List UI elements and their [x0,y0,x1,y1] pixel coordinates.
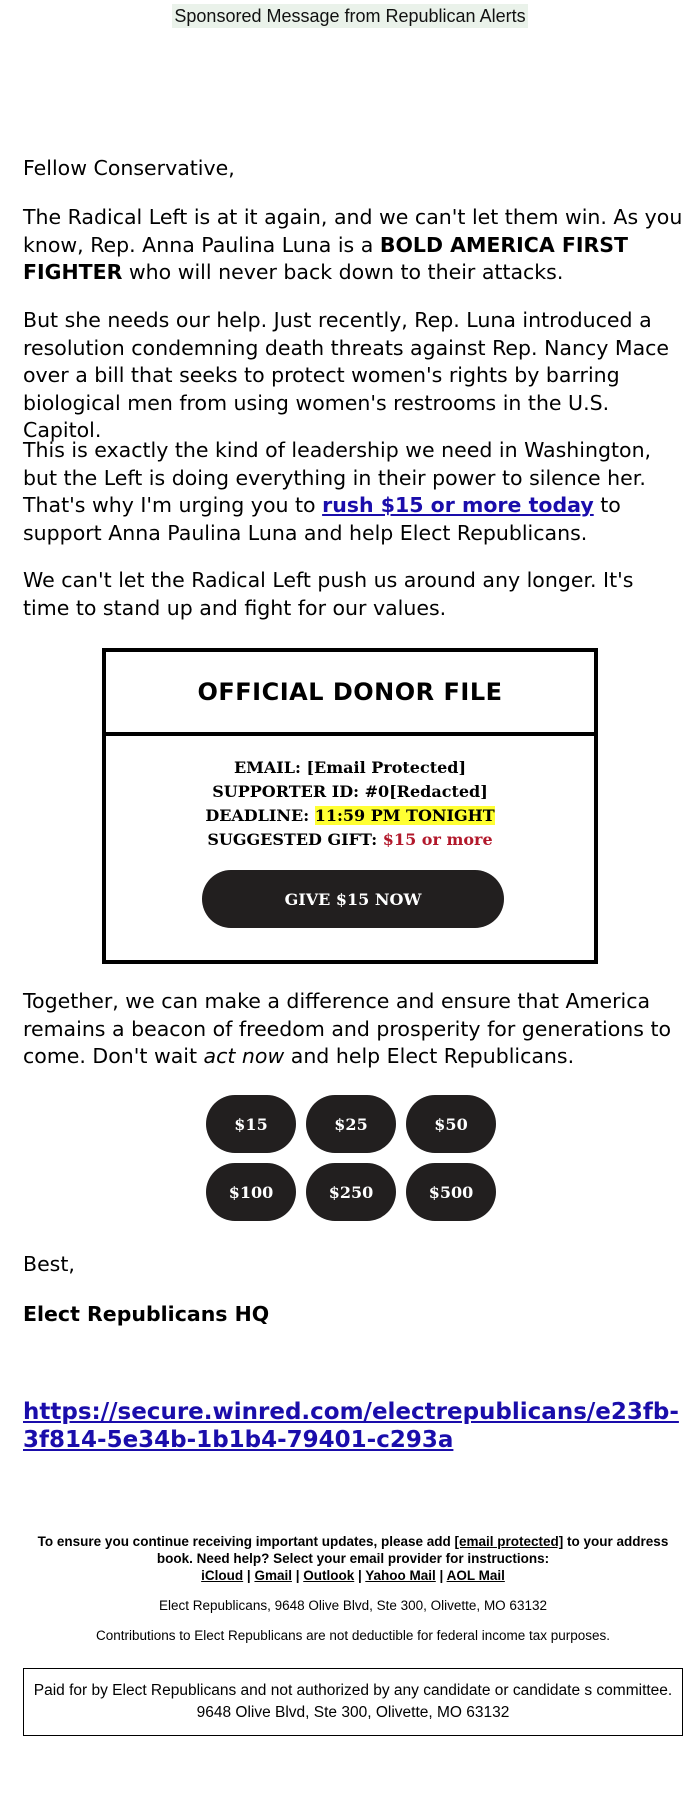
paragraph-3 [23,437,683,547]
sponsored-banner-text: Sponsored Message from Republican Alerts [174,6,526,26]
provider-link-gmail[interactable]: Gmail [254,1568,292,1583]
para5-pre: Together, we can make a difference and ensure that America remains a beacon of freedom and prosperity for generations to come. Don't wait [23,989,672,1068]
para4-text: We can't let the Radical Left push us around any longer. It's time to stand up and fight for our values. [23,568,634,620]
footer-address: Elect Republicans, 9648 Olive Blvd, Ste 300, Olivette, MO 63132 [159,1598,547,1613]
donation-url-block [23,1398,683,1454]
signature: Elect Republicans HQ [23,1302,270,1326]
amount-button-25[interactable]: $25 [306,1095,396,1153]
greeting: Fellow Conservative, [23,156,235,180]
donor-gift-row [106,828,594,852]
paragraph-2 [23,307,683,445]
para5-post: and help Elect Republicans. [284,1044,575,1068]
gift-value: $15 or more [382,830,493,849]
provider-link-yahoo[interactable]: Yahoo Mail [365,1568,436,1583]
amount-button-500[interactable]: $500 [406,1163,496,1221]
para2-text: But she needs our help. Just recently, Rep. Luna introduced a resolution condemning death threats against Rep. Nancy Mace over a bill that seeks to protect women's rights by barring biological men from using women's restrooms in the U.S. Capitol. [23,308,670,442]
amount-button-50[interactable]: $50 [406,1095,496,1153]
amount-button-15[interactable]: $15 [206,1095,296,1153]
para3-pre: This is exactly the kind of leadership we need in Washington, but the Left is doing everything in their power to silence her. That's why I'm urging you to [23,438,652,517]
footer-tax-disclaimer: Contributions to Elect Republicans are not deductible for federal income tax purposes. [95,1628,611,1643]
donor-file-box [102,648,598,964]
separator: | [435,1568,447,1583]
separator: | [243,1568,255,1583]
deadline-value: 11:59 PM TONIGHT [314,806,495,825]
letter-greeting-block [23,155,683,183]
supporter-value: #0[Redacted] [364,782,488,801]
paragraph-5 [23,988,683,1071]
deadline-label: DEADLINE: [205,806,310,825]
gift-label: SUGGESTED GIFT: [207,830,378,849]
amount-button-100[interactable]: $100 [206,1163,296,1221]
donate-inline-link[interactable]: rush $15 or more today [322,493,594,517]
paragraph-1 [23,204,683,287]
donor-supporter-row [106,780,594,804]
paid-for-text: Paid for by Elect Republicans and not authorized by any candidate or candidate s committee. 9648 Olive Blvd, Ste 300, Olivette, MO 63132 [33,1682,673,1721]
notice-post: to your address book. Need help? Select your email provider for instructions: [156,1534,669,1566]
paid-for-disclaimer-box [23,1668,683,1736]
separator: | [354,1568,366,1583]
notice-pre: To ensure you continue receiving important updates, please add [37,1534,455,1549]
donor-deadline-row [106,804,594,828]
footer-notice [23,1533,683,1584]
notice-email-link[interactable]: [email protected] [454,1534,564,1549]
paragraph-4 [23,567,683,622]
para1-post: who will never back down to their attacks. [122,260,564,284]
donor-file-title: OFFICIAL DONOR FILE [106,652,594,736]
separator: | [291,1568,304,1583]
para1-pre: The Radical Left is at it again, and we can't let them win. As you know, Rep. Anna Paulina Luna is a [23,205,683,257]
para1-bold: BOLD AMERICA FIRST FIGHTER [23,232,628,284]
sponsored-banner [0,6,700,27]
email-value: [Email Protected] [306,758,467,777]
provider-link-aol[interactable]: AOL Mail [446,1568,505,1583]
donation-url-link[interactable]: https://secure.winred.com/electrepublicans/e23fb-3f814-5e34b-1b1b4-79401-c293a [23,1399,679,1453]
provider-link-outlook[interactable]: Outlook [303,1568,355,1583]
donor-file-details [106,756,594,852]
email-provider-links [23,1567,683,1584]
para5-italic: act now [203,1044,285,1068]
closing: Best, [23,1252,75,1276]
donor-email-row [106,756,594,780]
supporter-label: SUPPORTER ID: [212,782,359,801]
amount-button-250[interactable]: $250 [306,1163,396,1221]
email-label: EMAIL: [233,758,301,777]
provider-link-icloud[interactable]: iCloud [201,1568,244,1583]
para3-post: to support Anna Paulina Luna and help Elect Republicans. [23,493,621,545]
give-now-button[interactable]: GIVE $15 NOW [202,870,504,928]
